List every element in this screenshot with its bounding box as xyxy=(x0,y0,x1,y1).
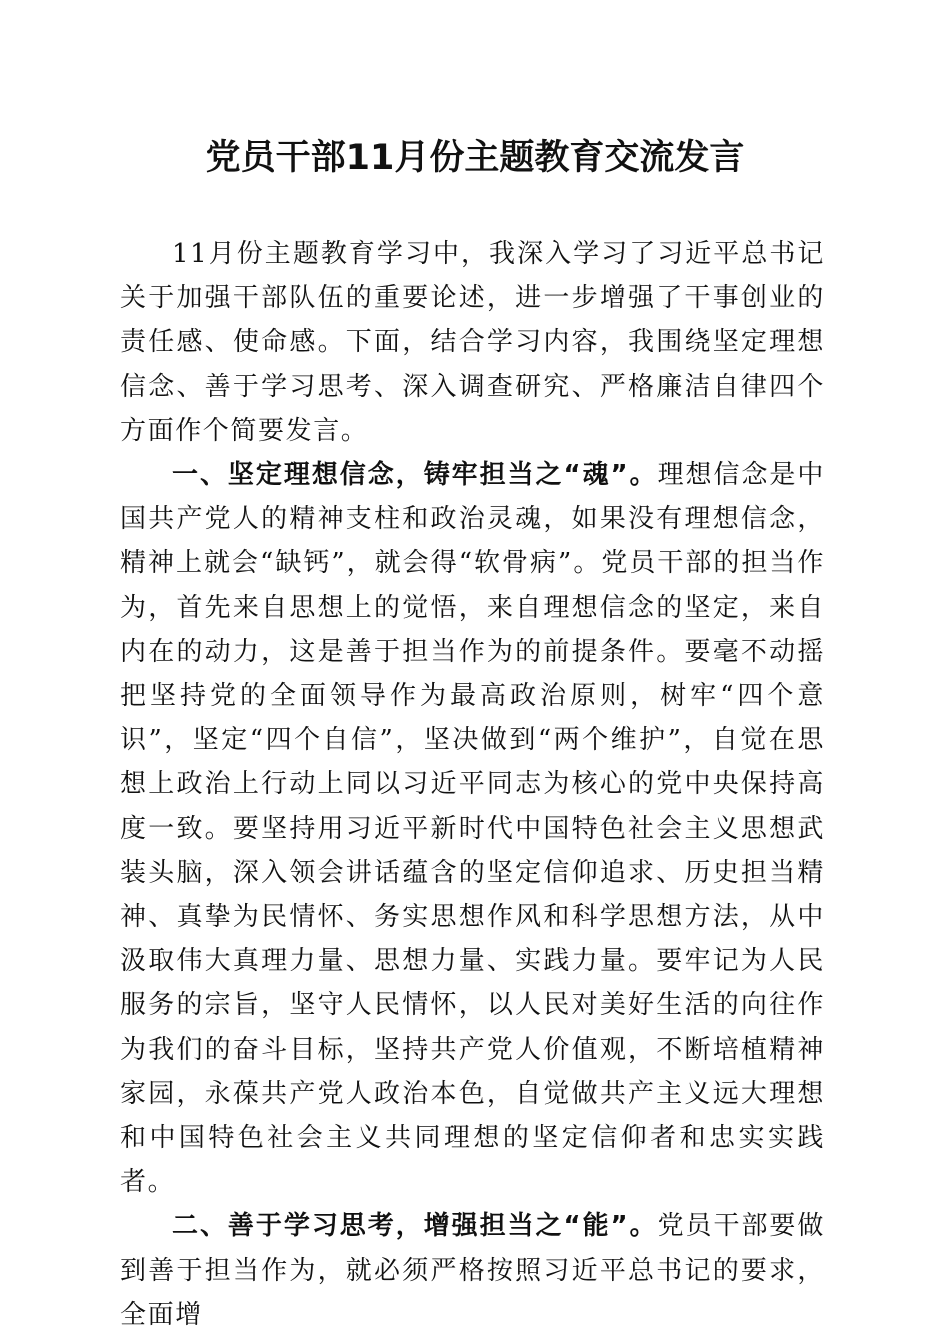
paragraph-text: 11月份主题教育学习中，我深入学习了习近平总书记关于加强干部队伍的重要论述，进一步增强了干事创业的责任感、使命感。下面，结合学习内容，我围绕坚定理想信念、善于学习思考、深入调查研究、严格廉洁自律四个方面作个简要发言。 xyxy=(120,239,825,446)
paragraph-text: 理想信念是中国共产党人的精神支柱和政治灵魂，如果没有理想信念，精神上就会“缺钙”，就会得“软骨病”。党员干部的担当作为，首先来自思想上的觉悟，来自理想信念的坚定，来自内在的动力，这是善于担当作为的前提条件。要毫不动摇把坚持党的全面领导作为最高政治原则，树牢“四个意识”，坚定“四个自信”，坚决做到“两个维护”，自觉在思想上政治上行动上同以习近平同志为核心的党中央保持高度一致。要坚持用习近平新时代中国特色社会主义思想武装头脑，深入领会讲话蕴含的坚定信仰追求、历史担当精神、真挚为民情怀、务实思想作风和科学思想方法，从中汲取伟大真理力量、思想力量、实践力量。要牢记为人民服务的宗旨，坚守人民情怀，以人民对美好生活的向往作为我们的奋斗目标，坚持共产党人价值观，不断培植精神家园，永葆共产党人政治本色，自觉做共产主义远大理想和中国特色社会主义共同理想的坚定信仰者和忠实实践者。 xyxy=(120,460,825,1198)
section-one-paragraph xyxy=(120,453,825,1204)
section-heading: 二、善于学习思考，增强担当之“能”。 xyxy=(172,1211,658,1242)
section-heading: 一、坚定理想信念，铸牢担当之“魂”。 xyxy=(172,460,658,491)
document-body xyxy=(120,232,825,1337)
document-title: 党员干部11月份主题教育交流发言 xyxy=(205,138,745,178)
paragraph-text: 党员干部要做到善于担当作为，就必须严格按照习近平总书记的要求，全面增 xyxy=(120,1211,825,1330)
intro-paragraph xyxy=(120,232,825,453)
section-two-paragraph xyxy=(120,1204,825,1337)
